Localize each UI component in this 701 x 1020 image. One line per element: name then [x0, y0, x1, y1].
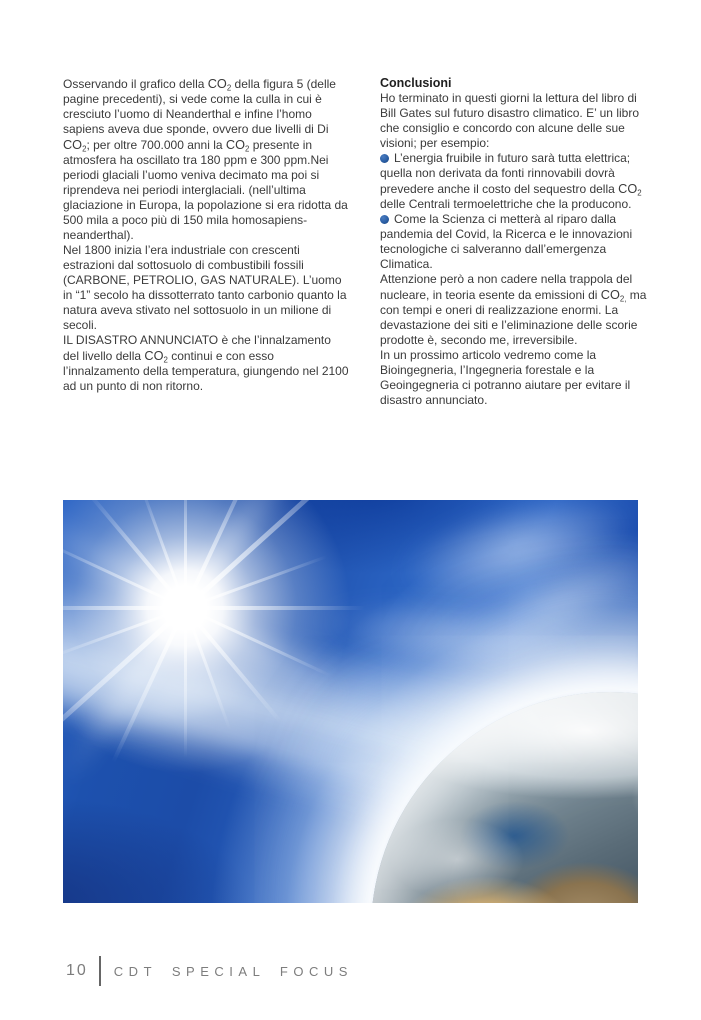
- bullet-item: [380, 212, 655, 272]
- paragraph-nuclear: Attenzione però a non cadere nella trappola del nucleare, in teoria esente da emissioni di $CO_{2,}$ ma con tempi e oneri di realizzazione enormi. La devastazione dei siti e l’eliminazione delle scorie prodotte è, secondo me, irreversibile.: [380, 272, 647, 347]
- page-number: 10: [66, 962, 88, 979]
- paragraph-co2-history: Osservando il grafico della $CO_2$ della figura 5 (delle pagine precedenti), si vede come la culla in cui è cresciuto l’uomo di Neanderthal e infine l’homo sapiens aveva due sponde, ovvero due livelli di Di $CO_2$; per oltre 700.000 anni la $CO_2$ presente in atmosfera ha oscillato tra 180 ppm e 300 ppm.Nei periodi glaciali l’uomo veniva decimato ma poi si riprendeva nei periodi interglaciali. (nell’ultima glaciazione in Europa, la popolazione si era ridotta da 500 mila a poco più di 150 mila homosapiens-neanderthal).: [63, 76, 348, 242]
- earth-sun-photo: [63, 500, 638, 903]
- co2-notation: $CO_2$: [618, 181, 642, 198]
- co2-notation: $CO_2$: [225, 137, 250, 154]
- co2-notation: $CO_{2,}$: [600, 287, 627, 304]
- bullet-text: Come la Scienza ci metterà al riparo dalla pandemia del Covid, la Ricerca e le innovazioni tecnologiche ci salveranno dall’emergenza Climatica.: [380, 212, 633, 271]
- bullet-icon: [380, 154, 389, 163]
- paragraph-industrial-era: Nel 1800 inizia l’era industriale con crescenti estrazioni dal sottosuolo di combustibili fossili (CARBONE, PETROLIO, GAS NATURALE). L’uomo in “1” secolo ha dissotterrato tanto carbonio quanto la natura aveva stivato nel sottosuolo in un milione di secoli.: [63, 243, 347, 332]
- co2-notation: $CO_2$: [63, 137, 87, 154]
- right-column: [380, 76, 655, 408]
- paragraph-intro: Ho terminato in questi giorni la lettura del libro di Bill Gates sul futuro disastro climatico. E’ un libro che consiglio e concordo con alcune delle sue visioni; per esempio:: [380, 91, 639, 150]
- footer-divider: [99, 956, 101, 986]
- page-footer: [66, 952, 353, 990]
- section-heading: Conclusioni: [380, 76, 452, 90]
- paragraph-disaster: IL DISASTRO ANNUNCIATO è che l’innalzamento del livello della $CO_2$ continui e con esso l’innalzamento della temperatura, giungendo nel 2100 ad un punto di non ritorno.: [63, 333, 349, 393]
- left-column: [63, 76, 350, 408]
- article-body: [63, 76, 655, 408]
- magazine-title: CDT SPECIAL FOCUS: [113, 963, 353, 979]
- co2-notation: $CO_2$: [207, 76, 232, 93]
- paragraph-next-article: In un prossimo articolo vedremo come la Bioingegneria, l’Ingegneria forestale e la Geoingegneria ci potranno aiutare per evitare il disastro annunciato.: [380, 348, 631, 407]
- bullet-icon: [380, 215, 389, 224]
- co2-notation: $CO_2$: [144, 348, 168, 365]
- bullet-item: [380, 151, 655, 212]
- bullet-text: L’energia fruibile in futuro sarà tutta elettrica; quella non derivata da fonti rinnovabili dovrà prevedere anche il costo del sequestro della $CO_2$ delle Centrali termoelettriche che la producono.: [380, 151, 642, 211]
